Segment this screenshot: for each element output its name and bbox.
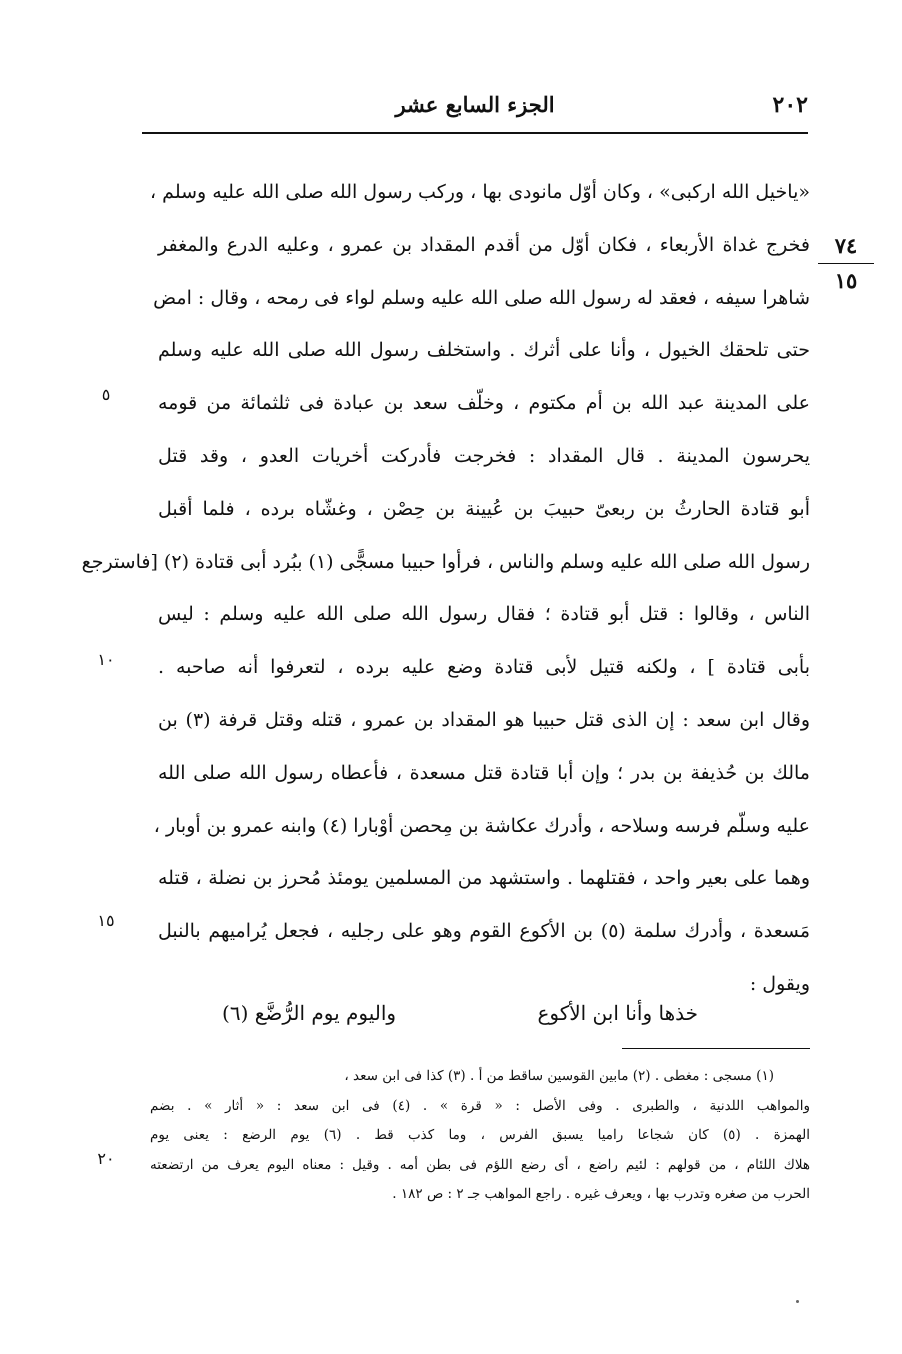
text-line: وقال ابن سعد : إن الذى قتل حبيبا هو المقداد بن عمرو ، قتله وقتل قرفة (٣) بن	[158, 708, 810, 731]
text-line: بأبى قتادة ] ، ولكنه قتيل لأبى قتادة وضع عليه برده ، لتعرفوا أنه صاحبه .	[158, 656, 810, 679]
footnote-line: الهمزة . (٥) كان شجاعا راميا يسبق الفرس ، وما كذب قط . (٦) يوم الرضع : يعنى يوم	[150, 1127, 810, 1143]
footnote-line: (١) مسجى : مغطى . (٢) مابين القوسين ساقط من أ . (٣) كذا فى ابن سعد ،	[344, 1068, 774, 1084]
verse-first-hemistich: خذها وأنا ابن الأكوع	[537, 1001, 698, 1025]
text-line: رسول الله صلى الله عليه وسلم والناس ، فرأوا حبيبا مسجًّى (١) ببُرد أبى قتادة (٢) [فاسترجع	[81, 550, 810, 573]
footnote-line: والمواهب اللدنية ، والطبرى . وفى الأصل : « قرة » . (٤) فى ابن سعد : « أثار » . بضم	[150, 1097, 810, 1114]
margin-reference-top: ٧٤	[818, 232, 874, 264]
text-line: الناس ، وقالوا : قتل أبو قتادة ؛ فقال رسول الله صلى الله عليه وسلم : ليس	[158, 603, 810, 626]
line-counter-15: ١٥	[97, 911, 115, 930]
line-counter-10: ١٠	[97, 650, 115, 669]
text-line: يحرسون المدينة . قال المقداد : فخرجت فأدركت أخريات العدو ، وقد قتل	[158, 444, 810, 467]
text-line: فخرج غداة الأربعاء ، فكان أوّل من أقدم المقداد بن عمرو ، وعليه الدرع والمغفر	[158, 233, 810, 256]
verse-second-hemistich: واليوم يوم الرُّضَّع (٦)	[222, 1001, 397, 1025]
running-head	[142, 88, 808, 124]
text-line: أبو قتادة الحارثُ بن ربعىّ حبيبَ بن عُيينة بن حِصْن ، وغشّاه برده ، فلما أقبل	[158, 497, 810, 520]
text-line: عليه وسلّم فرسه وسلاحه ، وأدرك عكاشة بن مِحصن أوْبارا (٤) وابنه عمرو بن أوبار ،	[153, 814, 810, 837]
footnotes	[150, 1062, 810, 1210]
margin-reference-bottom: ١٥	[834, 268, 858, 293]
page-number: ٢٠٢	[772, 92, 808, 118]
text-line: مَسعدة ، وأدرك سلمة (٥) بن الأكوع القوم وهو على رجليه ، فجعل يُراميهم بالنبل	[158, 920, 810, 943]
header-title: الجزء السابع عشر	[395, 92, 555, 117]
page-speck	[796, 1300, 799, 1303]
text-line: حتى تلحقك الخيول ، وأنا على أثرك . واستخلف رسول الله صلى الله عليه وسلم	[158, 339, 810, 362]
line-counter-20: ٢٠	[97, 1149, 115, 1168]
text-line-last: ويقول :	[749, 972, 810, 995]
text-line: مالك بن حُذيفة بن بدر ؛ وإن أبا قتادة قتل مسعدة ، فأعطاه رسول الله صلى الله	[158, 761, 810, 784]
footnote-rule	[622, 1048, 810, 1049]
footnote-line: هلاك اللئام ، من قولهم : لئيم راضع ، أى رضع اللؤم فى بطن أمه . وقيل : معناه اليوم يعرف من ارتضعته	[150, 1156, 810, 1173]
margin-reference	[818, 232, 874, 295]
text-line: شاهرا سيفه ، فعقد له رسول الله صلى الله عليه وسلم لواء فى رمحه ، وقال : امض	[153, 286, 810, 309]
text-line: على المدينة عبد الله بن أم مكتوم ، وخلّف سعد بن عبادة فى ثلثمائة من قومه	[158, 392, 810, 415]
text-line: «ياخيل الله اركبى» ، وكان أوّل مانودى بها ، وركب رسول الله صلى الله عليه وسلم ،	[150, 181, 810, 203]
text-line: وهما على بعير واحد ، فقتلهما . واستشهد من المسلمين يومئذ مُحرز بن نضلة ، قتله	[158, 867, 810, 890]
footnote-line: الحرب من صغره وتدرب بها ، ويعرف غيره . راجع المواهب جـ ٢ : ص ١٨٢ .	[392, 1186, 810, 1202]
line-counter-5: ٥	[101, 385, 111, 404]
header-rule	[142, 132, 808, 134]
poetry-verse	[222, 990, 698, 1036]
